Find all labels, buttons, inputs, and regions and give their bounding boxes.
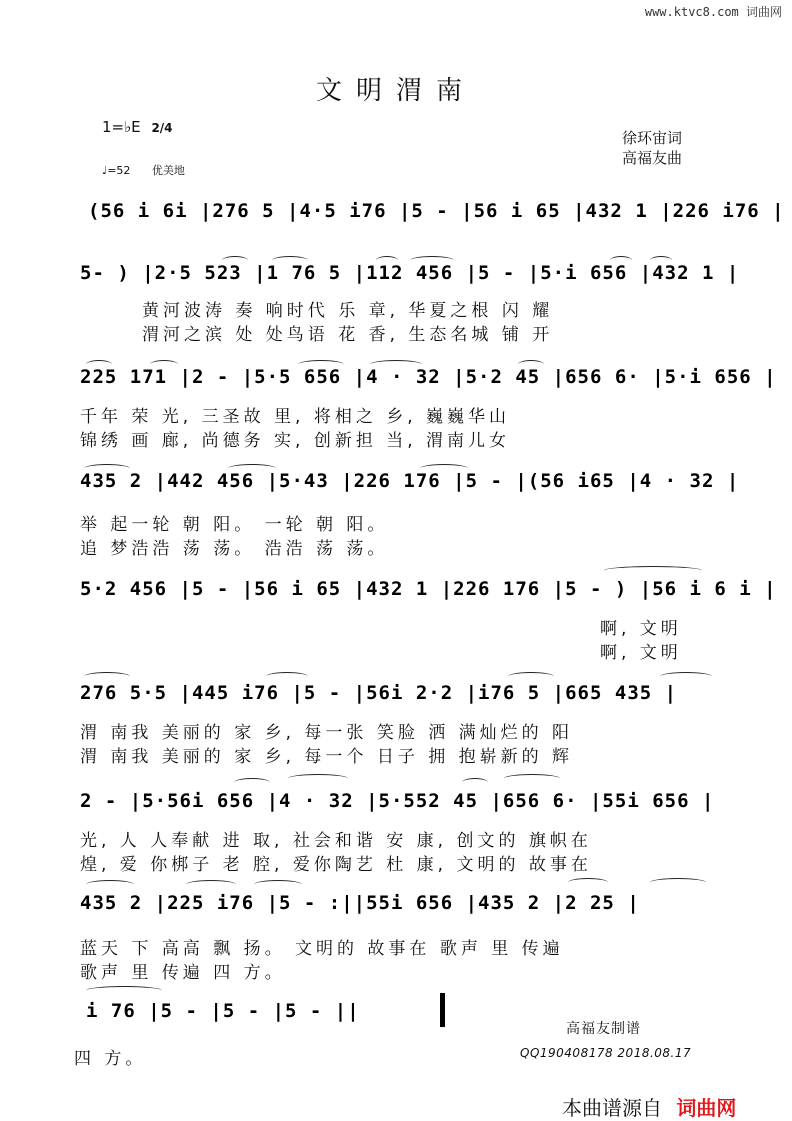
lyric-row-9: 四 方。 xyxy=(74,1049,147,1069)
tempo-marking xyxy=(102,162,185,178)
key-label: 1=♭E xyxy=(102,118,141,136)
lyric-row-3-verse-2: 锦绣 画 廊, 尚德务 实, 创新担 当, 渭南儿女 xyxy=(80,431,511,451)
slur-mark xyxy=(228,464,276,473)
lyric-row-4-verse-1: 举 起一轮 朝 阳。 一轮 朝 阳。 xyxy=(80,515,389,535)
tempo-value: ♩=52 xyxy=(102,164,131,177)
slur-mark xyxy=(462,778,488,787)
composer-credit: 高福友曲 xyxy=(622,149,683,167)
slur-mark xyxy=(376,256,398,265)
final-barline xyxy=(440,993,445,1027)
lyric-row-7-verse-1: 光, 人 人奉献 进 取, 社会和谐 安 康, 创文的 旗帜在 xyxy=(80,831,592,851)
song-title: 文明渭南 xyxy=(315,76,476,106)
slur-mark xyxy=(288,774,348,783)
slur-mark xyxy=(650,878,706,887)
slur-mark xyxy=(266,672,308,681)
slur-mark xyxy=(150,360,178,369)
lyric-row-7-verse-2: 煌, 爱 你梆子 老 腔, 爱你陶艺 杜 康, 文明的 故事在 xyxy=(80,855,592,875)
slur-mark xyxy=(410,256,454,265)
footer-brand-link[interactable]: 词曲网 xyxy=(676,1096,737,1120)
slur-mark xyxy=(254,880,302,889)
transcriber-credit: 高福友制谱 xyxy=(566,1021,641,1037)
key-signature xyxy=(102,118,173,136)
time-signature: 2/4 xyxy=(151,121,173,135)
lyricist-credit: 徐环宙词 xyxy=(622,129,683,147)
slur-mark xyxy=(420,464,468,473)
lyric-row-5-verse-2: 啊, 文明 xyxy=(600,643,682,663)
slur-mark xyxy=(234,778,270,787)
footer-text: 本曲谱源自 xyxy=(562,1096,662,1120)
slur-mark xyxy=(370,360,422,369)
lyric-row-3-verse-1: 千年 荣 光, 三圣故 里, 将相之 乡, 巍巍华山 xyxy=(80,407,511,427)
slur-mark xyxy=(84,672,130,681)
notation-row-5: 5·2 456 |5 - |56 i 65 |432 1 |226 176 |5 - ) |56 i 6 i | xyxy=(80,578,777,600)
expression-marking: 优美地 xyxy=(151,164,185,177)
slur-mark xyxy=(660,672,712,681)
slur-mark xyxy=(508,672,554,681)
notation-row-9: i 76 |5 - |5 - |5 - || xyxy=(86,1000,360,1022)
notation-row-4: 435 2 |442 456 |5·43 |226 176 |5 - |(56 i65 |4 · 32 | xyxy=(80,470,740,492)
slur-mark xyxy=(86,360,112,369)
site-header[interactable]: www.ktvc8.com 词曲网 xyxy=(644,5,782,19)
slur-mark xyxy=(604,566,702,575)
notation-row-2: 5- ) |2·5 523 |1 76 5 |112 456 |5 - |5·i 656 |432 1 | xyxy=(80,262,740,284)
source-footer xyxy=(562,1092,736,1121)
lyric-row-2-verse-2: 渭河之滨 处 处鸟语 花 香, 生态名城 铺 开 xyxy=(142,325,554,345)
slur-mark xyxy=(298,360,344,369)
slur-mark xyxy=(86,986,162,995)
slur-mark xyxy=(222,256,248,265)
slur-mark xyxy=(568,878,608,887)
notation-row-6: 276 5·5 |445 i76 |5 - |56i 2·2 |i76 5 |665 435 | xyxy=(80,682,678,704)
slur-mark xyxy=(86,880,134,889)
credits xyxy=(622,128,682,168)
lyric-row-8-verse-2: 歌声 里 传遍 四 方。 xyxy=(80,963,286,983)
lyric-row-6-verse-1: 渭 南我 美丽的 家 乡, 每一张 笑脸 洒 满灿烂的 阳 xyxy=(80,723,574,743)
slur-mark xyxy=(272,256,308,265)
slur-mark xyxy=(518,360,544,369)
lyric-row-4-verse-2: 追 梦浩浩 荡 荡。 浩浩 荡 荡。 xyxy=(80,539,389,559)
slur-mark xyxy=(84,464,130,473)
contact-info: QQ190408178 2018.08.17 xyxy=(520,1046,692,1060)
slur-mark xyxy=(504,774,560,783)
slur-mark xyxy=(650,256,672,265)
lyric-row-2-verse-1: 黄河波涛 奏 响时代 乐 章, 华夏之根 闪 耀 xyxy=(142,301,554,321)
lyric-row-5-verse-1: 啊, 文明 xyxy=(600,619,682,639)
notation-row-3: 225 171 |2 - |5·5 656 |4 · 32 |5·2 45 |656 6· |5·i 656 | xyxy=(80,366,777,388)
lyric-row-6-verse-2: 渭 南我 美丽的 家 乡, 每一个 日子 拥 抱崭新的 辉 xyxy=(80,747,574,767)
slur-mark xyxy=(610,256,632,265)
lyric-row-8-verse-1: 蓝天 下 高高 飘 扬。 文明的 故事在 歌声 里 传遍 xyxy=(80,939,564,959)
notation-row-1: (56 i 6i |276 5 |4·5 i76 |5 - |56 i 65 |432 1 |226 i76 | xyxy=(88,200,785,222)
notation-row-7: 2 - |5·56i 656 |4 · 32 |5·552 45 |656 6· |55i 656 | xyxy=(80,790,715,812)
slur-mark xyxy=(186,880,236,889)
notation-row-8: 435 2 |225 i76 |5 - :||55i 656 |435 2 |2 25 | xyxy=(80,892,640,914)
